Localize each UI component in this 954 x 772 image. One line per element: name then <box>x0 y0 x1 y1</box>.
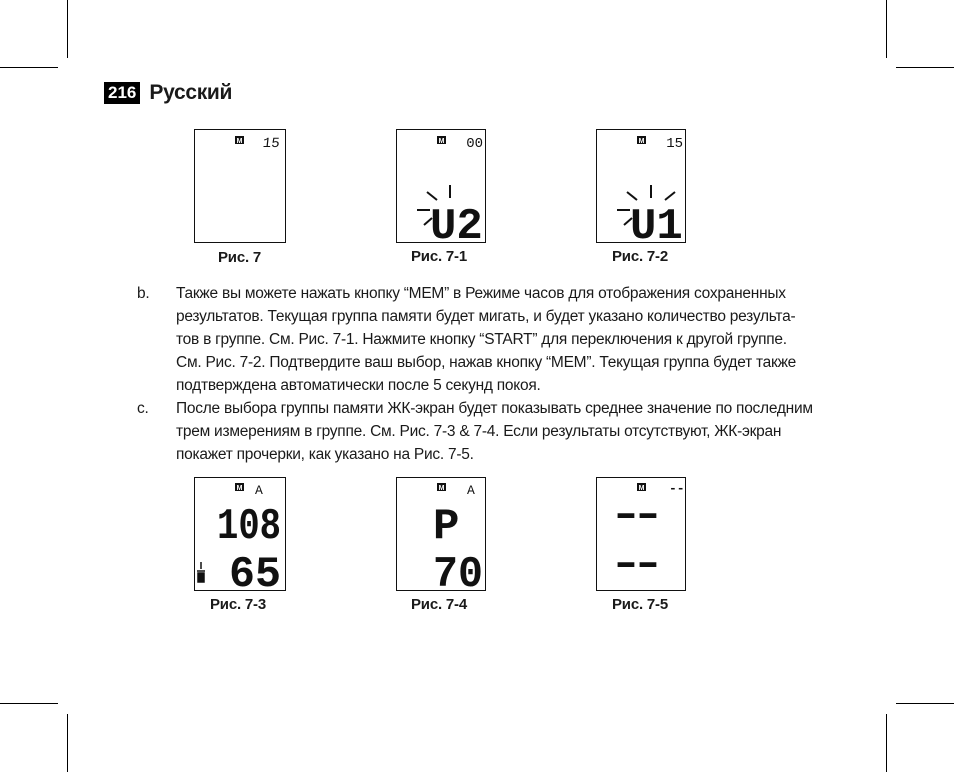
lcd-dash-line-1: -- <box>615 491 659 535</box>
crop-mark <box>67 0 68 58</box>
lcd-dash-line-2: -- <box>615 540 659 584</box>
lcd-pulse-value: 70 <box>433 550 483 600</box>
figure-caption: Рис. 7-5 <box>612 596 668 613</box>
paragraph-line: подтверждена автоматически после 5 секунд покоя. <box>176 377 541 394</box>
crop-mark <box>886 0 887 58</box>
lcd-corner-digits: 00 <box>466 136 483 152</box>
crop-mark <box>0 67 58 68</box>
lcd-corner-digits: A <box>255 483 263 498</box>
list-marker: c. <box>137 400 149 417</box>
crop-mark <box>886 714 887 772</box>
page-number: 216 <box>104 82 140 104</box>
paragraph <box>176 397 866 466</box>
lcd-corner-digits: 15 <box>261 136 281 152</box>
list-marker: b. <box>137 285 150 302</box>
crop-mark <box>67 714 68 772</box>
list-item <box>137 282 857 402</box>
memory-m-indicator: M <box>638 485 645 492</box>
lcd-corner-digits: A <box>467 483 475 498</box>
figure-caption: Рис. 7-1 <box>411 248 467 265</box>
paragraph-line: покажет прочерки, как указано на Рис. 7-5. <box>176 446 474 463</box>
paragraph-line: результатов. Текущая группа памяти будет мигать, и будет указано количество результа- <box>176 308 796 325</box>
figure-caption: Рис. 7-4 <box>411 596 467 613</box>
crop-mark <box>0 703 58 704</box>
lcd-figure-7 <box>194 129 286 243</box>
figure-caption: Рис. 7-2 <box>612 248 668 265</box>
memory-m-indicator: M <box>438 485 445 492</box>
paragraph-line: После выбора группы памяти ЖК-экран будет показывать среднее значение по последним <box>176 400 813 417</box>
paragraph-line: тов в группе. См. Рис. 7-1. Нажмите кнопку “START” для переключения к другой группе. <box>176 331 787 348</box>
lcd-corner-dashes: -- <box>669 481 685 496</box>
memory-m-indicator: M <box>438 138 445 145</box>
memory-m-indicator: M <box>236 138 243 145</box>
paragraph <box>176 282 866 397</box>
figure-caption: Рис. 7-3 <box>210 596 266 613</box>
list-item <box>137 397 857 469</box>
lcd-corner-digits: 15 <box>666 136 683 152</box>
lcd-parameter-letter: P <box>433 502 460 552</box>
lcd-systolic-value: 108 <box>217 502 281 552</box>
page-title: Русский <box>149 81 233 104</box>
page-header <box>104 81 232 105</box>
lcd-figure-7-3 <box>194 477 286 600</box>
lcd-figure-7-1 <box>396 129 486 252</box>
figure-caption: Рис. 7 <box>218 249 262 266</box>
lcd-figure-7-2 <box>596 129 686 252</box>
lcd-figure-7-5 <box>596 477 686 591</box>
memory-m-indicator: M <box>638 138 645 145</box>
lcd-main-digits: U2 <box>430 202 483 252</box>
lcd-main-digits: U1 <box>630 202 683 252</box>
paragraph-line: трем измерениям в группе. См. Рис. 7-3 & 7-4. Если результаты отсутствуют, ЖК-экран <box>176 423 782 440</box>
paragraph-line: Также вы можете нажать кнопку “MEM” в Режиме часов для отображения сохраненных <box>176 285 786 302</box>
lcd-figure-7-4 <box>396 477 486 600</box>
memory-m-indicator: M <box>236 485 243 492</box>
lcd-diastolic-value: 65 <box>229 550 281 600</box>
crop-mark <box>896 703 954 704</box>
heart-pulse-icon <box>197 562 205 582</box>
crop-mark <box>896 67 954 68</box>
paragraph-line: См. Рис. 7-2. Подтвердите ваш выбор, нажав кнопку “MEM”. Текущая группа будет также <box>176 354 797 371</box>
